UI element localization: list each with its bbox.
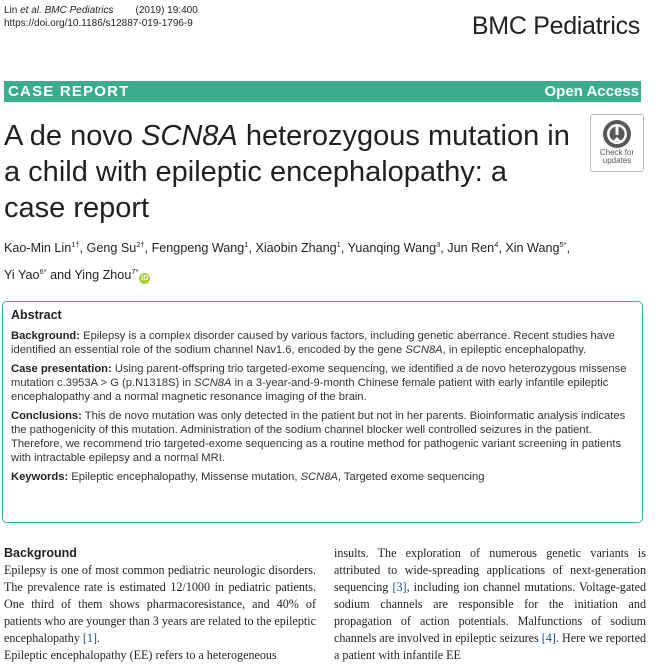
author-affiliation[interactable]: 1 — [244, 240, 249, 249]
abstract-text: Using parent-offspring trio targeted-exome sequencing, we identified a de novo heterozygous missense mutation c.3953A > G (p.N1318S) in — [11, 363, 627, 389]
crossmark-icon — [602, 119, 632, 149]
author-affiliation[interactable]: 1† — [71, 240, 80, 249]
author-separator: , — [340, 241, 348, 256]
crossmark-label-1: Check for — [599, 148, 635, 157]
author-name[interactable]: Fengpeng Wang — [151, 241, 245, 256]
title-gene: SCN8A — [141, 120, 238, 152]
author-name[interactable]: Yuanqing Wang — [347, 241, 437, 256]
author-name[interactable]: Yi Yao — [4, 268, 40, 283]
keywords-text: , Targeted exome sequencing — [337, 471, 485, 483]
abstract-text: Epilepsy is a complex disorder caused by various factors, including genetic aberrance. Recent studies have identified an essential role of the sodium channel Nav1.6, encoded by the gene — [11, 330, 615, 356]
body-column-left — [4, 545, 316, 664]
abstract-keywords — [11, 470, 634, 484]
section-label: Keywords: — [11, 471, 69, 483]
author-separator: , — [498, 241, 506, 256]
abstract-text: in a 3-year-and-9-month Chinese female patient with early infantile epileptic encephalopathy and a normal magnetic resonance imaging of the brain. — [11, 377, 609, 403]
article-type: CASE REPORT — [8, 83, 130, 100]
author-name[interactable]: Xiaobin Zhang — [255, 241, 337, 256]
abstract-text: This de novo mutation was only detected in the patient but not in her parents. Bioinformatic analysis indicates the pathogenicity of this mutation. Administration of the sodium channel blocker well controlled seizures in the patient. Therefore, we recommend trio targeted-exome sequencing as a routine method for pathogenic variant screening in patients with intractable epilepsy and a normal MRI. — [11, 410, 626, 464]
body-column-right — [334, 545, 646, 664]
abstract-conclusions — [11, 409, 634, 465]
orcid-icon[interactable]: iD — [141, 275, 149, 283]
author-affiliation[interactable]: 2† — [136, 240, 145, 249]
gene-name: SCN8A — [300, 471, 338, 483]
citation-link[interactable]: [4] — [541, 631, 556, 645]
author-affiliation[interactable]: 3 — [436, 240, 441, 249]
section-label: Conclusions: — [11, 410, 82, 422]
section-label: Case presentation: — [11, 363, 112, 375]
author-separator: , — [248, 241, 256, 256]
doi-link[interactable]: https://doi.org/10.1186/s12887-019-1796-9 — [4, 18, 193, 29]
body-text: . — [97, 631, 101, 645]
author-separator: and — [46, 268, 75, 283]
author-name[interactable]: Ying Zhou — [74, 268, 132, 283]
author-affiliation[interactable]: 6* — [39, 267, 47, 277]
citation-link[interactable]: [1] — [82, 631, 98, 645]
body-text: Epilepsy is one of most common pediatric neurologic disorders. The prevalence rate is estimated 12/1000 in pediatric patients. One third of them shows pharmacoresistance, and 40% of patients who are younger than 3 years are related to the epileptic encephalopathy — [4, 563, 316, 645]
open-access-label: Open Access — [544, 83, 639, 100]
check-for-updates-button[interactable] — [590, 114, 644, 172]
abstract-box — [2, 301, 643, 523]
journal-name: BMC Pediatrics — [471, 12, 640, 40]
body-paragraph: Epileptic encephalopathy (EE) refers to a heterogeneous — [4, 648, 277, 662]
author-affiliation[interactable]: 7* — [131, 267, 139, 277]
author-name[interactable]: Xin Wang — [505, 241, 560, 256]
running-journal: et al. BMC Pediatrics — [20, 5, 114, 16]
author-name[interactable]: Kao-Min Lin — [4, 241, 72, 256]
gene-name: SCN8A — [194, 377, 232, 389]
gene-name: SCN8A — [405, 344, 443, 356]
abstract-background — [11, 329, 634, 357]
body-text: . Here we reported a patient with infantile EE — [334, 631, 646, 662]
title-part: A de novo — [4, 120, 142, 152]
article-title — [4, 118, 574, 226]
author-separator: , — [440, 241, 448, 256]
author-affiliation[interactable]: 1 — [336, 240, 341, 249]
section-heading-background: Background — [4, 546, 77, 560]
abstract-heading: Abstract — [11, 308, 62, 322]
title-part: heterozygous mutation in a child with epileptic encephalopathy: a case report — [4, 120, 570, 224]
author-list — [4, 233, 644, 287]
body-text: insults. The exploration of numerous genetic variants is attributed to wide-spreading applications of next-generation sequencing — [334, 546, 646, 594]
author-name[interactable]: Geng Su — [86, 241, 137, 256]
author-separator: , — [566, 241, 571, 256]
author-name[interactable]: Jun Ren — [447, 241, 495, 256]
author-affiliation[interactable]: 5* — [559, 240, 567, 249]
citation-volume: (2019) 19:400 — [135, 5, 198, 16]
author-separator: , — [79, 241, 87, 256]
citation-line — [4, 4, 198, 17]
author-affiliation[interactable]: 4 — [494, 240, 499, 249]
crossmark-label-2: updates — [602, 156, 632, 165]
author-separator: , — [144, 241, 152, 256]
body-paragraph — [4, 562, 316, 647]
article-type-banner — [4, 81, 641, 102]
abstract-text: , in epileptic encephalopathy. — [442, 344, 587, 356]
body-text: , including ion channel mutations. Voltage-gated sodium channels are responsible for the initiation and propagation of action potentials. Malfunctions of sodium channels are involved in epileptic seizures — [334, 580, 646, 645]
abstract-case-presentation — [11, 362, 634, 404]
citation-link[interactable]: [3] — [392, 580, 407, 594]
keywords-text: Epileptic encephalopathy, Missense mutation, — [68, 471, 301, 483]
body-paragraph — [334, 545, 646, 664]
running-header — [4, 4, 198, 30]
section-label: Background: — [11, 330, 80, 342]
running-author: Lin — [4, 5, 21, 16]
